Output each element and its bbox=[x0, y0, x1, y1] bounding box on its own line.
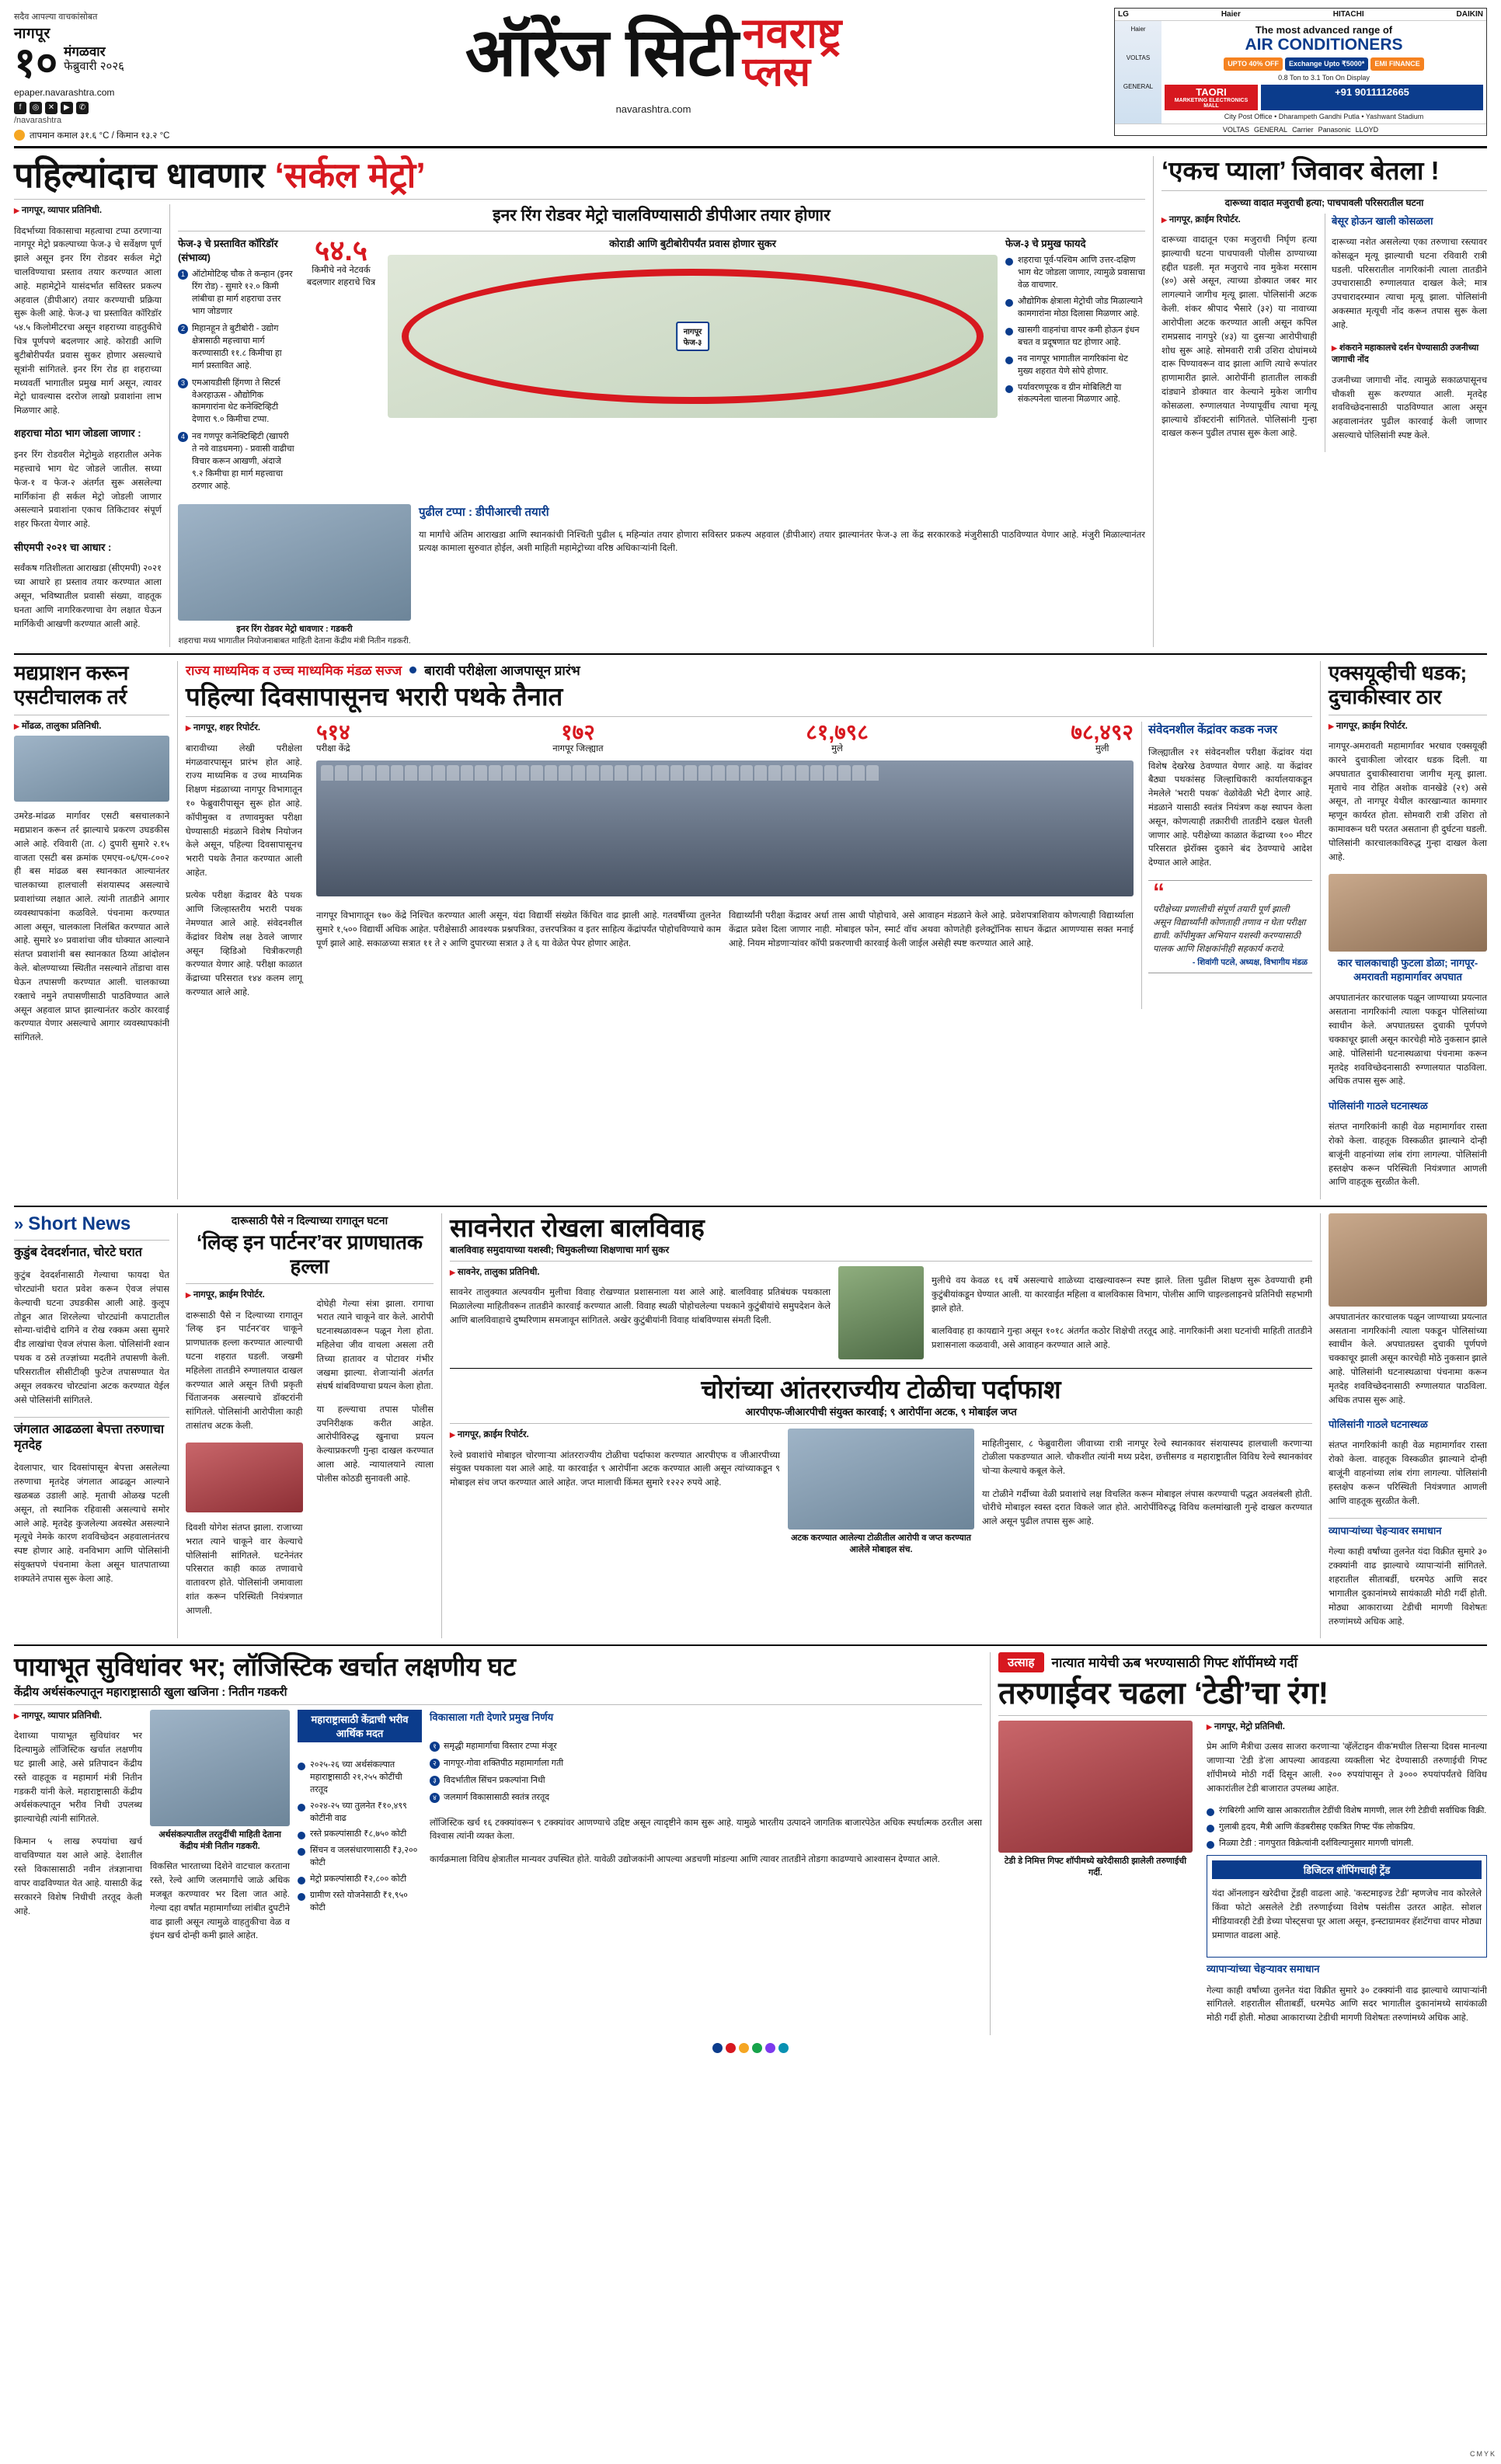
besur-headline: बेसूर होऊन खाली कोसळला bbox=[1332, 214, 1433, 227]
exam-col-a: नागपूर विभागातून १७० केंद्रे निश्चित करण्यात आली असून, यंदा विद्यार्थी संख्येत किंचित वाढ झाली आहे. गतवर्षीच्या तुलनेत सुमारे १,५०० विद्यार्थी अधिक आहेत. परीक्षेसाठी आवश्यक प्रश्नपत्रिका, उत्तरपत्रिका व इतर साहित्य केंद्रांपर्यंत पोहोचविण्याचे काम पूर्ण झाले आहे. सकाळच्या सत्रात ११ ते २ आणि दुपारच्या सत्रात ३ ते ६ या वेळेत पेपर होणार आहेत. bbox=[316, 911, 721, 948]
lead-benefits-list bbox=[1005, 255, 1145, 406]
benefit-item: नव नागपूर भागातील नागरिकांना थेट मुख्य शहरात येणे सोपे होणार. bbox=[1005, 353, 1145, 378]
logistics-box-item: २०२५-२६ च्या अर्थसंकल्पात महाराष्ट्रासाठी २१,२५५ कोटींची तरतूद bbox=[298, 1759, 422, 1797]
ad-offer-discount: UPTO 40% OFF bbox=[1224, 57, 1283, 71]
live-in-body-2: दोघेही गेल्या संत्रा झाला. रागाचा भरात त्याने चाकूने वार केले. आरोपी घटनास्थळावरून पळून गेला होता. महिलेचा जीव वाचला असला तरी तिच्या हातावर व पोटावर गंभीर जखमा झाल्या. शेजाऱ्यांनी अंतर्गत संघर्ष थांबविण्याचा प्रयत्न केला होता. bbox=[316, 1299, 434, 1392]
right-column-text-2: संतप्त नागरिकांनी काही वेळ महामार्गावर रास्ता रोको केला. वाहतूक विस्कळीत झाल्याने दोन्ही बाजूंनी वाहनांच्या लांब रांगा लागल्या. पोलिसांनी हस्तक्षेप करून परिस्थिती नियंत्रणात आणली आणि वाहतूक सुरळीत केली. bbox=[1329, 1441, 1487, 1506]
logistics-photo-caption: अर्थसंकल्पातील तरतुदींची माहिती देताना केंद्रीय मंत्री नितीन गडकरी. bbox=[158, 1829, 281, 1851]
logistics-box2-list bbox=[430, 1736, 982, 1804]
live-in-photo bbox=[186, 1443, 303, 1512]
live-in-col-1 bbox=[186, 1289, 303, 1627]
exam-hall-crowd-graphic bbox=[316, 760, 1134, 785]
weather-info bbox=[14, 130, 193, 141]
ad-headline-1: The most advanced range of bbox=[1255, 24, 1393, 36]
exam-stat: ७८,४९२ मुली bbox=[1071, 720, 1134, 754]
benefit-item: पर्यावरणपूरक व ग्रीन मोबिलिटी या संकल्पनेला चालना मिळणार आहे. bbox=[1005, 382, 1145, 407]
lead-headline bbox=[14, 156, 1145, 195]
ad-offer-exchange: Exchange Upto ₹5000* bbox=[1285, 57, 1368, 71]
short-news-item bbox=[14, 1422, 169, 1587]
masthead bbox=[14, 8, 1487, 148]
benefit-item: शहराचा पूर्व-पश्चिम आणि उत्तर-दक्षिण भाग थेट जोडला जाणार, त्यामुळे प्रवासाचा वेळ वाचणार. bbox=[1005, 255, 1145, 292]
ad-side-brand-3: GENERAL bbox=[1123, 83, 1154, 90]
thieves-subheadline: आरपीएफ-जीआरपीची संयुक्त कारवाई; ९ आरोपींना अटक, ९ मोबाईल जप्त bbox=[745, 1406, 1017, 1418]
lead-sub-text-2: सर्वंकष गतिशीलता आराखडा (सीएमपी) २०२१ च्या आधारे हा प्रस्ताव तयार करण्यात आला असून, भविष्यातील प्रवासी संख्या, वाहतूक घनता आणि नागरिकरणाचा वेग लक्षात घेऊन मार्गिकेची आखणी करण्यात आली आहे. bbox=[14, 564, 162, 629]
lead-left-column bbox=[14, 204, 162, 647]
exam-stat: ८१,७९८ मुले bbox=[806, 720, 869, 754]
short-news-item-head: जंगलात आढळला बेपत्ता तरुणाचा मृतदेह bbox=[14, 1422, 164, 1452]
social-icons bbox=[14, 102, 193, 114]
xray-story bbox=[1320, 661, 1487, 1199]
xray-byline: ▶ नागपूर, क्राईम रिपोर्टर. bbox=[1329, 720, 1487, 732]
short-news-header bbox=[14, 1213, 169, 1235]
ad-brand-lg: LG bbox=[1118, 10, 1129, 19]
teddy-text-col bbox=[1200, 1721, 1487, 2035]
thieves-body-3: या टोळीने गर्दीच्या वेळी प्रवाशांचे लक्ष विचलित करून मोबाइल लंपास करण्याची पद्धत अवलंबली होती. चोरीचे मोबाइल स्वस्त दरात विकले जात होते. आरोपींविरुद्ध विविध कलमांखाली गुन्हे दाखल करण्यात आले असून पुढील तपास सुरू आहे. bbox=[982, 1489, 1312, 1527]
thieves-headline: चोरांच्या आंतरराज्यीय टोळीचा पर्दाफाश bbox=[701, 1375, 1061, 1404]
corridor-item: 3 एमआयडीसी हिंगणा ते सिटर्स वेअरहाऊस - औद्योगिक कामगारांना थेट कनेक्टिव्हिटी देणारा ९.० किमीचा टप्पा. bbox=[178, 378, 294, 427]
live-in-kicker: दारूसाठी पैसे न दिल्याच्या रागातून घटना bbox=[231, 1213, 388, 1227]
lead-story-row bbox=[14, 156, 1487, 648]
savner-subheadline: बालविवाह समुदायाच्या यशस्वी; चिमुकलीच्या शिक्षणाचा मार्ग सुकर bbox=[450, 1244, 670, 1255]
exam-stat: ५१४ परीक्षा केंद्रे bbox=[316, 720, 350, 754]
logistics-photo bbox=[150, 1710, 290, 1826]
masthead-city: नागपूर bbox=[14, 26, 50, 42]
teddy-box bbox=[1207, 1855, 1487, 1958]
live-in-headline: ‘लिव्ह इन पार्टनर’वर प्राणघातक हल्ला bbox=[197, 1230, 423, 1278]
logistics-col-1 bbox=[14, 1710, 142, 1953]
ad-note: 0.8 Ton to 3.1 Ton On Display bbox=[1278, 74, 1370, 82]
xray-body: नागपूर-अमरावती महामार्गावर भरधाव एक्सयूव्ही कारने दुचाकीला जोरदार धडक दिली. या अपघातात दुचाकीस्वाराचा जागीच मृत्यू झाला. मृताचे नाव रोहित अशोक वानखेडे (२१) असे असून, तो नागपूर येथील कारखान्यात कामगार म्हणून कार्यरत होता. सोमवारी रात्री उशिरा तो कामावरून घरी परतत असताना ही दुर्घटना घडली. पोलिसांनी कारचालकाविरुद्ध गुन्हा दाखल केला आहे. bbox=[1329, 742, 1487, 862]
exam-band-right: बारावी परीक्षेला आजपासून प्रारंभ bbox=[424, 663, 580, 679]
logistics-body-2: विकसित भारताच्या दिशेने वाटचाल करताना रस्ते, रेल्वे आणि जलमार्गांचे जाळे अधिक मजबूत करण्यावर भर दिला जात आहे. गेल्या दहा वर्षांत महामार्गांच्या लांबीत दुपटीने वाढ झाली असून त्यामुळे वाहतुकीचा वेळ व इंधन खर्च दोन्ही कमी झाले आहेत. bbox=[150, 1862, 290, 1941]
color-dot bbox=[765, 2043, 775, 2053]
exam-sub-headline: संवेदनशील केंद्रांवर कडक नजर bbox=[1148, 723, 1278, 737]
ad-brand-haier: Haier bbox=[1221, 10, 1241, 19]
bullet-dot-icon bbox=[409, 666, 416, 673]
date-day-name: मंगळवार bbox=[64, 44, 106, 59]
ad-phone-number[interactable]: +91 9011112665 bbox=[1261, 85, 1483, 110]
savner-body: सावनेर तालुक्यात अल्पवयीन मुलीचा विवाह रोखण्यात प्रशासनाला यश आले आहे. बालविवाह प्रतिबंधक पथकाला मिळालेल्या माहितीवरून तातडीने कारवाई करण्यात आली. विवाह स्थळी पोहोचलेल्या पथकाने कुटुंबीयांचे समुपदेशन केले आणि बालविवाहाचे दुष्परिणाम समजावून सांगितले. अखेर कुटुंबीयांनी विवाह थांबविण्यास संमती दिली. bbox=[450, 1288, 831, 1325]
xray-subheading: कार चालकाचाही फुटला डोळा; नागपूर-अमरावती महामार्गावर अपघात bbox=[1337, 956, 1478, 983]
savner-col-1 bbox=[450, 1266, 831, 1363]
savner-byline: ▶ सावनेर, तालुका प्रतिनिधी. bbox=[450, 1266, 831, 1278]
exam-sub-body: जिल्ह्यातील २१ संवेदनशील परीक्षा केंद्रांवर यंदा विशेष देखरेख ठेवण्यात येणार आहे. या केंद्रांवर बैठ्या पथकांसह जिल्हाधिकारी कार्यालयाकडून नेमलेले 'भरारी पथक' वेळोवेळी भेटी देणार आहे. मंडळाने यासाठी स्वतंत्र नियंत्रण कक्ष स्थापन केला असून, कोणत्याही तक्रारीची तातडीने दखल घेतली जाणार आहे. परीक्षेच्या काळात केंद्राच्या १०० मीटर परिसरात झेरॉक्स दुकाने बंद ठेवण्याचे आदेश देण्यात आले आहेत. bbox=[1148, 747, 1312, 868]
teddy-photo-col bbox=[998, 1721, 1193, 2035]
lead-sub-headline: इनर रिंग रोडवर मेट्रो चालविण्यासाठी डीपीआर तयार होणार bbox=[493, 207, 831, 225]
ad-store-title: TAORI bbox=[1196, 86, 1227, 98]
lead-kicker-left: फेज-३ चे प्रस्तावित कॉरिडॉर (संभाव्य) bbox=[178, 238, 278, 264]
masthead-left bbox=[14, 8, 193, 141]
teddy-sub-text-right: गेल्या काही वर्षांच्या तुलनेत यंदा विक्रीत सुमारे ३० टक्क्यांनी वाढ झाल्याचे व्यापाऱ्यांनी सांगितले. शहरातील सीताबर्डी, धरमपेठ आणि सदर भागातील दुकानांमध्ये सायंकाळी मोठी गर्दी होती. मोठ्या आकाराच्या टेडीची मागणी विशेषतः तरुणांमध्ये अधिक आहे. bbox=[1329, 1547, 1487, 1627]
xray-body-2: अपघातानंतर कारचालक पळून जाण्याच्या प्रयत्नात असताना नागरिकांनी त्याला पकडून पोलिसांच्या स्वाधीन केले. अपघातग्रस्त दुचाकी पूर्णपणे चक्काचूर झाली असून कारचेही मोठे नुकसान झाले आहे. पोलिसांनी घटनास्थळाचा पंचनामा करून मृतदेह शवविच्छेदनासाठी रुग्णालयात पाठविला. अधिक तपास सुरू आहे. bbox=[1329, 994, 1487, 1087]
quote-mark-icon: “ bbox=[1153, 879, 1165, 905]
teddy-story bbox=[990, 1652, 1487, 2035]
exam-body: बारावीच्या लेखी परीक्षेला मंगळवारपासून प्रारंभ होत आहे. राज्य माध्यमिक व उच्च माध्यमिक शिक्षण मंडळाच्या नागपूर विभागातून १० फेब्रुवारीपासून सुरू होत आहे. कॉपीमुक्त व तणावमुक्त परीक्षा घेण्यासाठी मंडळाने विशेष नियोजन केले असून, पहिल्या दिवसापासूनच भरारी पथके तैनात करण्यात आली आहेत. bbox=[186, 743, 302, 879]
besur-body-2: उजनीच्या जागाची नोंद. त्यामुळे सकाळपासूनच चौकशी सुरू करण्यात आली. मृतदेह शवविच्छेदनासाठी पाठविण्यात आला असून अहवालानंतर पुढील कारवाई केली जाणार असल्याचे पोलिसांनी स्पष्ट केले. bbox=[1332, 375, 1487, 440]
lead-byline: ▶ नागपूर, व्यापार प्रतिनिधी. bbox=[14, 204, 162, 216]
savner-body-3: बालविवाह हा कायद्याने गुन्हा असून १०१८ अंतर्गत कठोर शिक्षेची तरतूद आहे. नागरिकांनी अशा घटनांची माहिती तातडीने प्रशासनाला कळवावी, असे आवाहन करण्यात आले आहे. bbox=[932, 1327, 1312, 1350]
right-column-top bbox=[1153, 156, 1487, 648]
xray-photo bbox=[1329, 874, 1487, 952]
exam-byline: ▶ नागपूर, शहर रिपोर्टर. bbox=[186, 722, 302, 733]
corridor-item: 2 मिहानहून ते बुटीबोरी - उद्योग क्षेत्रासाठी महत्त्वाचा मार्ग करण्यासाठी ११.८ किमीचा हा मार्ग प्रस्तावित आहे. bbox=[178, 323, 294, 373]
ad-side-brands bbox=[1115, 21, 1161, 124]
bottom-row bbox=[14, 1652, 1487, 2035]
ad-bottom-brands bbox=[1115, 124, 1486, 135]
masthead-advertisement[interactable] bbox=[1114, 8, 1487, 136]
x-icon[interactable]: ✕ bbox=[45, 102, 57, 114]
besur-subheading: ▶ शंकराने महाकालचे दर्शन घेण्यासाठी उजनीच्या जागाची नोंद bbox=[1332, 342, 1487, 365]
corridor-item: 1 ऑटोमोटिव्ह चौक ते कन्हान (इनर रिंग रोड) - सुमारे १२.० किमी लांबीचा हा मार्ग शहराचा उत्तर भाग जोडणार bbox=[178, 269, 294, 318]
masthead-logo bbox=[200, 8, 1106, 115]
teddy-side-list bbox=[1207, 1805, 1487, 1850]
logistics-story bbox=[14, 1652, 982, 2035]
lead-stat bbox=[302, 236, 380, 289]
arrow-right-icon: » bbox=[14, 1213, 24, 1234]
madhyapan-body: उमरेड-मांढळ मार्गावर एसटी बसचालकाने मद्यप्राशन करून तर्र झाल्याचे प्रकरण उघडकीस आले आहे. रविवारी (ता. ८) दुपारी सुमारे २.१५ वाजता एसटी बस क्रमांक एमएच-०६/एम-८००२ ही बस मांढळ बस स्थानकात आल्यानंतर चालकाच्या हालचाली संशयास्पद असल्याचे प्रवाशांच्या लक्षात आले. त्यांनी तातडीने आगार व्यवस्थापकांना कळविले. पंचनामा करण्यात आला असून, चालकाला निलंबित करण्यात आले आहे. सुमारे ४० प्रवाशांचा जीव धोक्यात आल्याने संतप्त प्रवाशांनी बस स्थानकात ठिय्या आंदोलन केले. बोलण्याच्या स्थितीत नसल्याने तोंडाचा वास घेऊन तपासणी करण्यात आली. चालकाच्या रक्ताचे नमुने तपासणीसाठी पाठविण्यात आले असून अहवाल प्राप्त झाल्यानंतर कठोर कारवाई करण्यात येणार असल्याचे आगार व्यवस्थापकांनी सांगितले. bbox=[14, 812, 169, 1043]
ekach-pyala-byline: ▶ नागपूर, क्राईम रिपोर्टर. bbox=[1161, 214, 1317, 225]
logo-red-line1: नवराष्ट्र bbox=[742, 10, 842, 57]
teddy-body: प्रेम आणि मैत्रीचा उत्सव साजरा करणाऱ्या 'व्हॅलेंटाइन वीक'मधील तिसऱ्या दिवस मानल्या जाणाऱ्या 'टेडी डे'ला आपल्या आवडत्या व्यक्तीला भेट देण्यासाठी तरुणाईची गिफ्ट शॉपीमध्ये मोठी गर्दी दिसून आली. २०० रुपयांपासून ते ३००० रुपयांपर्यंतचे विविध आकारांतील टेडी बाजारात उपलब्ध आहेत. bbox=[1207, 1742, 1487, 1794]
metro-map-graphic bbox=[388, 255, 998, 418]
cmyk-marker: CMYK bbox=[1469, 2450, 1496, 2458]
thieves-photo-col bbox=[788, 1429, 974, 1555]
thieves-photo bbox=[788, 1429, 974, 1530]
ad-offer-emi: EMI FINANCE bbox=[1370, 57, 1424, 71]
logistics-box-list bbox=[298, 1755, 422, 1915]
ad-brand-daikin: DAIKIN bbox=[1456, 10, 1483, 19]
color-dot bbox=[712, 2043, 723, 2053]
teddy-band-row bbox=[998, 1652, 1487, 1672]
exam-band-left: राज्य माध्यमिक व उच्च माध्यमिक मंडळ सज्ज bbox=[186, 663, 402, 679]
exam-quote-source: - शिवांगी पटले, अध्यक्ष, विभागीय मंडळ bbox=[1192, 957, 1308, 967]
date-day-number: १० bbox=[14, 40, 58, 86]
ad-brand-strip bbox=[1115, 9, 1486, 21]
exam-hall-photo bbox=[316, 760, 1134, 896]
ekach-pyala-text-col bbox=[1161, 214, 1317, 453]
lead-photo-caption: इनर रिंग रोडवर मेट्रो धावणार : गडकरी bbox=[236, 625, 353, 635]
teddy-photo bbox=[998, 1721, 1193, 1853]
savner-col-2 bbox=[932, 1266, 1312, 1363]
logo-main-text: ऑरेंज सिटी bbox=[465, 16, 738, 91]
ekach-pyala-body: दारूच्या वादातून एका मजुराची निर्घृण हत्या झाल्याची घटना पाचपावली पोलीस ठाण्याच्या हद्दीत घडली. मृत मजुराचे नाव मुकेश मरसाम (४०) असे असून, त्याच्या डोक्यात जबर मार लागल्याने जागीच मृत्यू झाला. पोलिसांनी अटक केली. शंकर श्रीपाद भैसारे (३२) या नावाच्या आरोपीला अटक करण्यात आली असून कपिल रामप्रसाद नागपुरे (४३) या दुसऱ्या आरोपीचाही शोध सुरू आहे. सोमवारी रात्री उशिरा दोघांमध्ये दारू पिण्यावरून वाद झाला आणि त्याचे रूपांतर हाणामारीत झाले. आरोपींनी हातातील लाकडी दांड्याने डोक्यात वार केल्याने मुकेश जागीच कोसळला. रुग्णालयात नेण्यापूर्वीच त्याचा मृत्यू झाल्याचे डॉक्टरांनी सांगितले. पोलिसांनी गुन्हा दाखल करून पुढील तपास सुरू केला आहे. bbox=[1161, 235, 1317, 439]
teddy-photo-caption: टेडी डे निमित्त गिफ्ट शॉपीमध्ये खरेदीसाठी झालेली तरुणाईची गर्दी. bbox=[1004, 1856, 1187, 1878]
thieves-col-2 bbox=[982, 1429, 1312, 1555]
teddy-sub-heading-right: व्यापाऱ्यांच्या चेहऱ्यावर समाधान bbox=[1329, 1524, 1442, 1537]
madhyapan-story bbox=[14, 661, 169, 1199]
lead-next-stage-heading: पुढील टप्पा : डीपीआरची तयारी bbox=[419, 506, 549, 520]
logo-red-line2: प्लस bbox=[742, 50, 811, 96]
live-in-col-2 bbox=[311, 1289, 434, 1627]
logistics-box-heading: महाराष्ट्रासाठी केंद्राची भरीव आर्थिक मदत bbox=[298, 1710, 422, 1742]
lead-photo bbox=[178, 504, 411, 621]
short-news-title: Short News bbox=[28, 1213, 131, 1234]
third-row bbox=[14, 1213, 1487, 1638]
teddy-side-item: रंगबिरंगी आणि खास आकारातील टेडींची विशेष मागणी, लाल रंगी टेडीची सर्वाधिक विक्री. bbox=[1207, 1805, 1487, 1818]
live-in-body-4: या हल्ल्याचा तपास पोलीस उपनिरीक्षक करीत आहेत. आरोपीविरुद्ध खुनाचा प्रयत्न केल्याप्रकरणी गुन्हा दाखल करण्यात आला आहे. न्यायालयाने त्याला पोलीस कोठडी सुनावली आहे. bbox=[316, 1404, 434, 1484]
lead-corridor-list bbox=[178, 269, 294, 493]
lead-body-text: विदर्भाच्या विकासाचा महत्वाचा टप्पा ठरणाऱ्या नागपूर मेट्रो प्रकल्पाच्या फेज-३ चे सर्वेक्षण पूर्ण झाले असून इनर रिंग रोडवर सर्कल मेट्रो चालविण्याचा प्रस्ताव तयार करण्यात आला आहे. महामेट्रोने यासंदर्भात सविस्तर प्रकल्प अहवाल (डीपीआर) तयार करण्याची प्रक्रिया सुरू केली आहे. फेज-३ चा प्रस्तावित कॉरिडॉर ५४.५ किलोमीटरचा असून शहराच्या वाहतुकीचे चित्र पूर्णपणे बदलणार आहे. कोराडी आणि बुटीबोरीपर्यंत प्रवास सुकर होणार असल्याचे सूत्रांनी सांगितले. इनर रिंग रोड हा शहराच्या मध्यवर्ती भागातील प्रमुख मार्ग असून, त्यावर मेट्रो धावल्यास दररोज लाखो प्रवाशांना लाभ मिळणार आहे. bbox=[14, 226, 162, 416]
besur-story bbox=[1325, 214, 1487, 453]
website-url[interactable]: navarashtra.com bbox=[615, 103, 691, 115]
live-in-byline: ▶ नागपूर, क्राईम रिपोर्टर. bbox=[186, 1289, 303, 1300]
lead-headline-highlight: ‘सर्कल मेट्रो’ bbox=[274, 155, 426, 195]
logistics-box-item: ग्रामीण रस्ते योजनेसाठी ₹१,९५० कोटी bbox=[298, 1890, 422, 1915]
thieves-body: रेल्वे प्रवाशांचे मोबाइल चोरणाऱ्या आंतरराज्यीय टोळीचा पर्दाफाश करण्यात आरपीएफ व जीआरपीच्या संयुक्त पथकाला यश आले आहे. या कारवाईत ९ आरोपींना अटक करण्यात आली असून त्यांच्याकडून ९ मोबाइल संच जप्त करण्यात आले आहेत. जप्त मालाची किंमत सुमारे १२२२ रुपये आहे. bbox=[450, 1450, 780, 1488]
logistics-byline: ▶ नागपूर, व्यापार प्रतिनिधी. bbox=[14, 1710, 142, 1721]
lead-corridor-block bbox=[178, 236, 294, 498]
logistics-box-item: २०२४-२५ च्या तुलनेत ₹१०,४९९ कोटींनी वाढ bbox=[298, 1801, 422, 1825]
ad-bottom-brand-4: Panasonic bbox=[1318, 126, 1351, 134]
benefit-item: औद्योगिक क्षेत्राला मेट्रोची जोड मिळाल्याने कामगारांना मोठा दिलासा मिळणार आहे. bbox=[1005, 296, 1145, 321]
exam-story bbox=[177, 661, 1312, 1199]
teddy-sub-text: गेल्या काही वर्षांच्या तुलनेत यंदा विक्रीत सुमारे ३० टक्क्यांनी वाढ झाल्याचे व्यापाऱ्यांनी सांगितले. शहरातील सीताबर्डी, धरमपेठ आणि सदर भागातील दुकानांमध्ये सायंकाळी मोठी गर्दी होती. मोठ्या आकाराच्या टेडीची मागणी विशेषतः तरुणांमध्ये अधिक आहे. bbox=[1207, 1985, 1487, 2024]
savner-headline: सावनेरात रोखला बालविवाह bbox=[450, 1213, 705, 1242]
lead-kicker-mid-block bbox=[388, 236, 998, 418]
lead-next-stage bbox=[419, 504, 1145, 647]
ekach-pyala-subheadline: दारूच्या वादात मजुराची हत्या; पाचपावली परिसरातील घटना bbox=[1224, 197, 1424, 208]
exam-center-col bbox=[310, 722, 1134, 1009]
xray-headline: एक्सयूव्हीची धडक; दुचाकीस्वार ठार bbox=[1329, 661, 1468, 709]
logistics-box2-item: ३ विदर्भातील सिंचन प्रकल्पांना निधी bbox=[430, 1775, 982, 1787]
whatsapp-icon[interactable]: ✆ bbox=[76, 102, 89, 114]
xray-body-3: संतप्त नागरिकांनी काही वेळ महामार्गावर रास्ता रोको केला. वाहतूक विस्कळीत झाल्याने दोन्ही बाजूंनी वाहनांच्या लांब रांगा लागल्या. पोलिसांनी हस्तक्षेप करून परिस्थिती नियंत्रणात आणली आणि वाहतूक सुरळीत केली. bbox=[1329, 1122, 1487, 1188]
weather-text: तापमान कमाल ३१.६ °C / किमान १३.२ °C bbox=[30, 131, 170, 141]
teddy-band-text: नात्यात मायेची ऊब भरण्यासाठी गिफ्ट शॉपींमध्ये गर्दी bbox=[1051, 1655, 1297, 1671]
exam-right-col bbox=[1141, 722, 1312, 1009]
logistics-body-3: लॉजिस्टिक खर्च १६ टक्क्यांवरून ९ टक्क्यांवर आणण्याचे उद्दिष्ट असून त्यादृष्टीने काम सुरू आहे. यामुळे भारतीय उत्पादने जागतिक बाजारपेठेत अधिक स्पर्धात्मक ठरतील असा विश्वास त्यांनी व्यक्त केला. bbox=[430, 1818, 982, 1842]
teddy-box-heading: डिजिटल शॉपिंगचाही ट्रेंड bbox=[1212, 1860, 1482, 1879]
madhyapan-photo bbox=[14, 736, 169, 802]
live-in-body-3: दिवशी योगेश संतप्त झाला. राजाच्या भरात त्याने चाकूने वार केल्याचे पोलिसांनी सांगितले. घटनेनंतर परिसरात काही काळ तणावाचे वातावरण होते. पोलिसांनी जमावाला शांत करून परिस्थिती नियंत्रणात आणली. bbox=[186, 1523, 303, 1616]
madhyapan-headline: मद्यप्राशन करून एसटीचालक तर्र bbox=[14, 661, 129, 709]
facebook-icon[interactable]: f bbox=[14, 102, 26, 114]
lead-story bbox=[14, 156, 1145, 648]
ad-address: City Post Office • Dharampeth Gandhi Putla • Yashwant Stadium bbox=[1224, 113, 1424, 120]
logistics-photo-col bbox=[150, 1710, 290, 1953]
social-handle: /navarashtra bbox=[14, 115, 62, 125]
logo-red-text bbox=[742, 10, 842, 96]
ad-side-brand-2: VOLTAS bbox=[1126, 54, 1151, 61]
logistics-box-item: सिंचन व जलसंधारणासाठी ₹३,२०० कोटी bbox=[298, 1845, 422, 1870]
print-color-bar bbox=[14, 2043, 1487, 2053]
ad-headline-2: AIR CONDITIONERS bbox=[1245, 36, 1403, 54]
color-dot bbox=[726, 2043, 736, 2053]
exam-stats-row bbox=[316, 722, 1134, 756]
logistics-subheadline: केंद्रीय अर्थसंकल्पातून महाराष्ट्रासाठी खुला खजिना : नितीन गडकरी bbox=[14, 1685, 287, 1699]
ad-bottom-brand-3: Carrier bbox=[1292, 126, 1314, 134]
exam-quote-text: परीक्षेच्या प्रणालीची संपूर्ण तयारी पूर्ण झाली असून विद्यार्थ्यांनी कोणताही तणाव न घेता परीक्षा द्यावी. कॉपीमुक्त अभियान यशस्वी करण्यासाठी पालक आणि शिक्षकांनीही सहकार्य करावे. bbox=[1153, 904, 1306, 955]
ad-bottom-brand-5: LLOYD bbox=[1355, 126, 1379, 134]
youtube-icon[interactable]: ▶ bbox=[61, 102, 73, 114]
right-column-photo bbox=[1329, 1213, 1487, 1307]
masthead-tagline: सदैव आपल्या वाचकांसोबत bbox=[14, 12, 98, 22]
exam-col-b: विद्यार्थ्यांनी परीक्षा केंद्रावर अर्धा तास आधी पोहोचावे, असे आवाहन मंडळाने केले आहे. प्रवेशपत्राशिवाय कोणत्याही विद्यार्थ्याला केंद्रात प्रवेश दिला जाणार नाही. मोबाइल फोन, स्मार्ट वॉच अथवा कोणतेही इलेक्ट्रॉनिक साधन केंद्रात आणण्यास सक्त मनाई आहे. नियम मोडणाऱ्यांवर कॉपी प्रकरणाची कारवाई केली जाईल असेही स्पष्ट करण्यात आले आहे. bbox=[729, 911, 1134, 948]
live-in-story bbox=[177, 1213, 434, 1638]
lead-stat-label: किमीचे नवे नेटवर्क बदलणार शहराचे चित्र bbox=[306, 266, 376, 287]
benefit-item: खासगी वाहनांचा वापर कमी होऊन इंधन बचत व प्रदूषणात घट होणार आहे. bbox=[1005, 325, 1145, 350]
teddy-tag: उत्साह bbox=[998, 1652, 1044, 1672]
lead-body-row bbox=[14, 204, 1145, 647]
second-row bbox=[14, 661, 1487, 1199]
lead-center-column bbox=[169, 204, 1145, 647]
lead-kicker-mid: कोराडी आणि बुटीबोरीपर्यंत प्रवास होणार सुकर bbox=[609, 238, 776, 250]
short-news-section bbox=[14, 1213, 169, 1638]
teddy-sub-heading: व्यापाऱ्यांच्या चेहऱ्यावर समाधान bbox=[1207, 1963, 1320, 1975]
savner-body-2: मुलीचे वय केवळ १६ वर्षे असल्याचे शाळेच्या दाखल्यावरून स्पष्ट झाले. तिला पुढील शिक्षण सुरू ठेवण्याची हमी कुटुंबीयांकडून घेण्यात आली. या कारवाईत महिला व बालविकास विभाग, पोलीस आणि चाइल्डलाइनचे प्रतिनिधी सहभागी झाले होते. bbox=[932, 1276, 1312, 1314]
lead-stat-number: ५४.५ bbox=[315, 235, 367, 267]
thieves-body-2: माहितीनुसार, ८ फेब्रुवारीला जीवाच्या रात्री नागपूर रेल्वे स्थानकावर संशयास्पद हालचाली करणाऱ्या टोळीला पकडण्यात आले. चौकशीत त्यांनी मध्य प्रदेश, छत्तीसगड व महाराष्ट्रातील विविध रेल्वे स्थानकांवर चोऱ्या केल्याचे कबूल केले. bbox=[982, 1439, 1312, 1477]
logistics-box2-item: २ नागपूर-गोवा शक्तिपीठ महामार्गाला गती bbox=[430, 1758, 982, 1770]
color-dot bbox=[752, 2043, 762, 2053]
logistics-col-left: किमान ५ लाख रुपयांचा खर्च वाचविण्यात यश आले आहे. देशातील रस्ते विकासासाठी नवीन तंत्रज्ञानाचा वापर वाढविण्यात येत आहे. यासाठी केंद्र सरकारने विशेष निधीची तरतूद केली आहे. bbox=[14, 1837, 142, 1916]
teddy-box-text: यंदा ऑनलाइन खरेदीचा ट्रेंडही वाढला आहे. 'कस्टमाइज्ड टेडी' म्हणजेच नाव कोरलेले किंवा फोटो असलेले टेडी तरुणाईच्या विशेष पसंतीस उतरत आहेत. सोशल मीडियावरही टेडी डेच्या पोस्ट्सचा पूर आला असून, इन्स्टाग्रामवर हॅशटॅगचा वापर मोठ्या प्रमाणात वाढला आहे. bbox=[1212, 1889, 1482, 1940]
ad-side-brand-1: Haier bbox=[1130, 26, 1146, 33]
masthead-dateline bbox=[14, 40, 193, 86]
savner-photo-col bbox=[838, 1266, 924, 1363]
teddy-side-item: गुलाबी हृदय, मैत्री आणि कॅडबरीसह एकत्रित गिफ्ट पॅक लोकप्रिय. bbox=[1207, 1822, 1487, 1834]
savner-photo bbox=[838, 1266, 924, 1359]
besur-body: दारूच्या नशेत असलेल्या एका तरुणाचा रस्त्यावर कोसळून मृत्यू झाल्याची घटना रविवारी रात्री घडली. परिसरातील नागरिकांनी त्याला तातडीने उपचारासाठी रुग्णालयात दाखल केले; मात्र उपचारादरम्यान त्याचा मृत्यू झाला. पोलिसांनी अकस्मात मृत्यूची नोंद करून तपास सुरू केला आहे. bbox=[1332, 238, 1487, 330]
ad-bottom-brand-2: GENERAL bbox=[1254, 126, 1288, 134]
teddy-side-item: निळ्या टेडी : नागपुरात विक्रेत्यांनी दर्शविल्यानुसार मागणी चांगली. bbox=[1207, 1838, 1487, 1850]
exam-headline: पहिल्या दिवसापासूनच भरारी पथके तैनात bbox=[186, 682, 563, 712]
xray-subheading-2: पोलिसांनी गाठले घटनास्थळ bbox=[1329, 1099, 1428, 1112]
lead-photo-block bbox=[178, 504, 411, 647]
savner-thieves-block bbox=[441, 1213, 1312, 1638]
right-column-text-1: अपघातानंतर कारचालक पळून जाण्याच्या प्रयत्नात असताना नागरिकांनी त्याला पकडून पोलिसांच्या स्वाधीन केले. अपघातग्रस्त दुचाकी पूर्णपणे चक्काचूर झाली असून कारचेही मोठे नुकसान झाले आहे. पोलिसांनी घटनास्थळाचा पंचनामा करून मृतदेह शवविच्छेदनासाठी रुग्णालयात पाठविला. अधिक तपास सुरू आहे. bbox=[1329, 1312, 1487, 1405]
short-news-item-head: कुडुंब देवदर्शनात, चोरटे घरात bbox=[14, 1245, 142, 1259]
lead-sub-text-1: इनर रिंग रोडवरील मेट्रोमुळे शहरातील अनेक महत्त्वाचे भाग थेट जोडले जातील. सध्या फेज-१ व फेज-२ अंतर्गत सुरू असलेल्या मार्गिकांना ही सर्कल मेट्रो जोडली जाणार असल्याने प्रवाशांना एकाच तिकिटावर संपूर्ण शहर फिरता येणार आहे. bbox=[14, 451, 162, 530]
color-dot bbox=[778, 2043, 789, 2053]
logistics-box2-item: ४ जलमार्ग विकासासाठी स्वतंत्र तरतूद bbox=[430, 1792, 982, 1804]
color-dot bbox=[739, 2043, 749, 2053]
corridor-item: 4 नव गणपूर कनेक्टिव्हिटी (खापरी ते नवे वाडधमना) - प्रवासी वाढीचा विचार करून आखणी, अंदाजे ९.२ किमीचा हा मार्ग महत्त्वाचा ठरणार आहे. bbox=[178, 431, 294, 493]
logistics-box2-item: १ समृद्धी महामार्गाचा विस्तार टप्पा मंजूर bbox=[430, 1741, 982, 1753]
sun-icon bbox=[14, 130, 25, 141]
lead-sub-heading-2: सीएमपी २०२१ चा आधार : bbox=[14, 541, 112, 553]
ad-store-name bbox=[1165, 85, 1258, 110]
logistics-col-right: कार्यक्रमाला विविध क्षेत्रातील मान्यवर उपस्थित होते. यावेळी उद्योजकांनी आपल्या अडचणी मांडल्या आणि त्यावर तातडीने तोडगा काढण्याचे आश्वासन देण्यात आले. bbox=[430, 1854, 940, 1864]
lead-sub-heading-1: शहराचा मोठा भाग जोडला जाणार : bbox=[14, 427, 141, 440]
lead-kicker-right: फेज-३ चे प्रमुख फायदे bbox=[1005, 238, 1086, 250]
exam-quote-box bbox=[1148, 880, 1312, 973]
teddy-headline: तरुणाईवर चढला ‘टेडी’चा रंग! bbox=[998, 1676, 1329, 1711]
lead-next-stage-text: या मार्गांचे अंतिम आराखडा आणि स्थानकांची निश्चिती पुढील ६ महिन्यांत तयार होणारा सविस्तर प्रकल्प अहवाल (डीपीआर) तयार झाल्यानंतर फेज-३ ला केंद्र सरकारकडे मंजुरीसाठी पाठविण्यात येणार आहे. मंजुरी मिळाल्यानंतर प्रत्यक्ष कामाला सुरुवात होईल, अशी माहिती महामेट्रोच्या वरिष्ठ अधिकाऱ्यांनी दिली. bbox=[419, 530, 1145, 554]
thieves-col-1 bbox=[450, 1429, 780, 1555]
lead-headline-part1: पहिल्यांदाच धावणार bbox=[14, 155, 275, 195]
right-column-subheading: पोलिसांनी गाठले घटनास्थळ bbox=[1329, 1418, 1428, 1430]
thieves-photo-caption: अटक करण्यात आलेल्या टोळीतील आरोपी व जप्त करण्यात आलेले मोबाइल संच. bbox=[791, 1533, 971, 1555]
instagram-icon[interactable]: ◎ bbox=[30, 102, 42, 114]
logistics-box-2 bbox=[430, 1710, 982, 1953]
ad-brand-hitachi: HITACHI bbox=[1332, 10, 1364, 19]
logistics-box-1 bbox=[298, 1710, 422, 1953]
date-month-year: फेब्रुवारी २०२६ bbox=[64, 59, 124, 73]
logistics-body: देशाच्या पायाभूत सुविधांवर भर दिल्यामुळे लॉजिस्टिक खर्चात लक्षणीय घट झाली आहे, असे प्रतिपादन केंद्रीय रस्ते वाहतूक व महामार्ग मंत्री नितीन गडकरी यांनी केले. महाराष्ट्रासाठी केंद्रीय अर्थसंकल्पातून भरीव निधी उपलब्ध झाल्याचेही त्यांनी सांगितले. bbox=[14, 1731, 142, 1825]
ad-store-subtitle: MARKETING ELECTRONICS MALL bbox=[1174, 98, 1249, 109]
ad-bottom-brand-1: VOLTAS bbox=[1222, 126, 1250, 134]
exam-stat: १७२ नागपूर जिल्ह्यात bbox=[552, 720, 604, 754]
logistics-box2-heading: विकासाला गती देणारे प्रमुख निर्णय bbox=[430, 1711, 554, 1723]
logistics-box-item: रस्ते प्रकल्पांसाठी ₹८,७५० कोटी bbox=[298, 1829, 422, 1841]
live-in-body: दारूसाठी पैसे न दिल्याच्या रागातून 'लिव्ह इन पार्टनर'वर चाकूने प्राणघातक हल्ला करण्यात आल्याची घटना शहरात घडली. जखमी महिलेला तातडीने रुग्णालयात दाखल करण्यात आले असून तिची प्रकृती चिंताजनक असल्याचे डॉक्टरांनी सांगितले. पोलिसांनी आरोपीला काही तासांतच अटक केली. bbox=[186, 1310, 303, 1432]
exam-left-col bbox=[186, 722, 302, 1009]
short-news-item-text: देवलापार, चार दिवसांपासून बेपत्ता असलेल्या तरुणाचा मृतदेह जंगलात आढळून आल्याने खळबळ उडाली आहे. मृताची ओळख पटली असून, तो स्थानिक रहिवासी असल्याचे समोर आले आहे. मृतदेह कुजलेल्या अवस्थेत असल्याने मृत्यूचे नेमके कारण शवविच्छेदन अहवालानंतरच स्पष्ट होणार आहे. वनविभाग आणि पोलिसांनी संयुक्तपणे पंचनामा केला असून घातपाताच्या शक्यतेने तपास सुरू केला आहे. bbox=[14, 1463, 169, 1584]
short-news-item bbox=[14, 1245, 169, 1408]
right-column-bottom bbox=[1320, 1213, 1487, 1638]
epaper-url[interactable]: epaper.navarashtra.com bbox=[14, 86, 115, 98]
short-news-item-text: कुटुंब देवदर्शनासाठी गेल्याचा फायदा घेत चोरट्यांनी घरात प्रवेश करून ऐवज लंपास केल्याची घटना उघडकीस आली आहे. कुलूप तोडून आत शिरलेल्या चोरट्यांनी कपाटातील सोन्या-चांदीचे दागिने व रोख रक्कम असा सुमारे दीड लाखांचा ऐवज लंपास केला. पोलिसांनी श्वान पथक व ठसे तज्ज्ञांच्या मदतीने तपासणी केली. परिसरातील सीसीटीव्ही फुटेज तपासण्यात येत असून लवकरच चोरट्यांना अटक करण्यात येईल असे पोलिसांनी सांगितले. bbox=[14, 1271, 169, 1405]
lead-photo-subcaption: शहराचा मध्य भागातील नियोजनाबाबत माहिती देताना केंद्रीय मंत्री नितीन गडकरी. bbox=[178, 636, 411, 646]
metro-map-center-label: नागपूर फेज-३ bbox=[676, 322, 710, 351]
exam-band bbox=[186, 661, 1312, 679]
logistics-box-item: मेट्रो प्रकल्पांसाठी ₹२,८०० कोटी bbox=[298, 1874, 422, 1886]
ekach-pyala-headline: ‘एकच प्याला’ जिवावर बेतला ! bbox=[1161, 155, 1440, 185]
thieves-byline: ▶ नागपूर, क्राईम रिपोर्टर. bbox=[450, 1429, 780, 1440]
madhyapan-byline: ▶ मोंढळ, तालुका प्रतिनिधी. bbox=[14, 720, 169, 732]
exam-body-2: प्रत्येक परीक्षा केंद्रावर बैठे पथक आणि जिल्हास्तरीय भरारी पथक नेमण्यात आले आहे. संवेदनशील केंद्रांवर विशेष लक्ष ठेवले जाणार असून व्हिडिओ चित्रीकरणही करण्यात येणार आहे. परीक्षा काळात केंद्राच्या परिसरात १४४ कलम लागू करण्यात आले आहे. bbox=[186, 891, 302, 998]
lead-benefits-block bbox=[1005, 236, 1145, 410]
teddy-byline: ▶ नागपूर, मेट्रो प्रतिनिधी. bbox=[1207, 1721, 1487, 1732]
logistics-headline: पायाभूत सुविधांवर भर; लॉजिस्टिक खर्चात लक्षणीय घट bbox=[14, 1651, 516, 1681]
